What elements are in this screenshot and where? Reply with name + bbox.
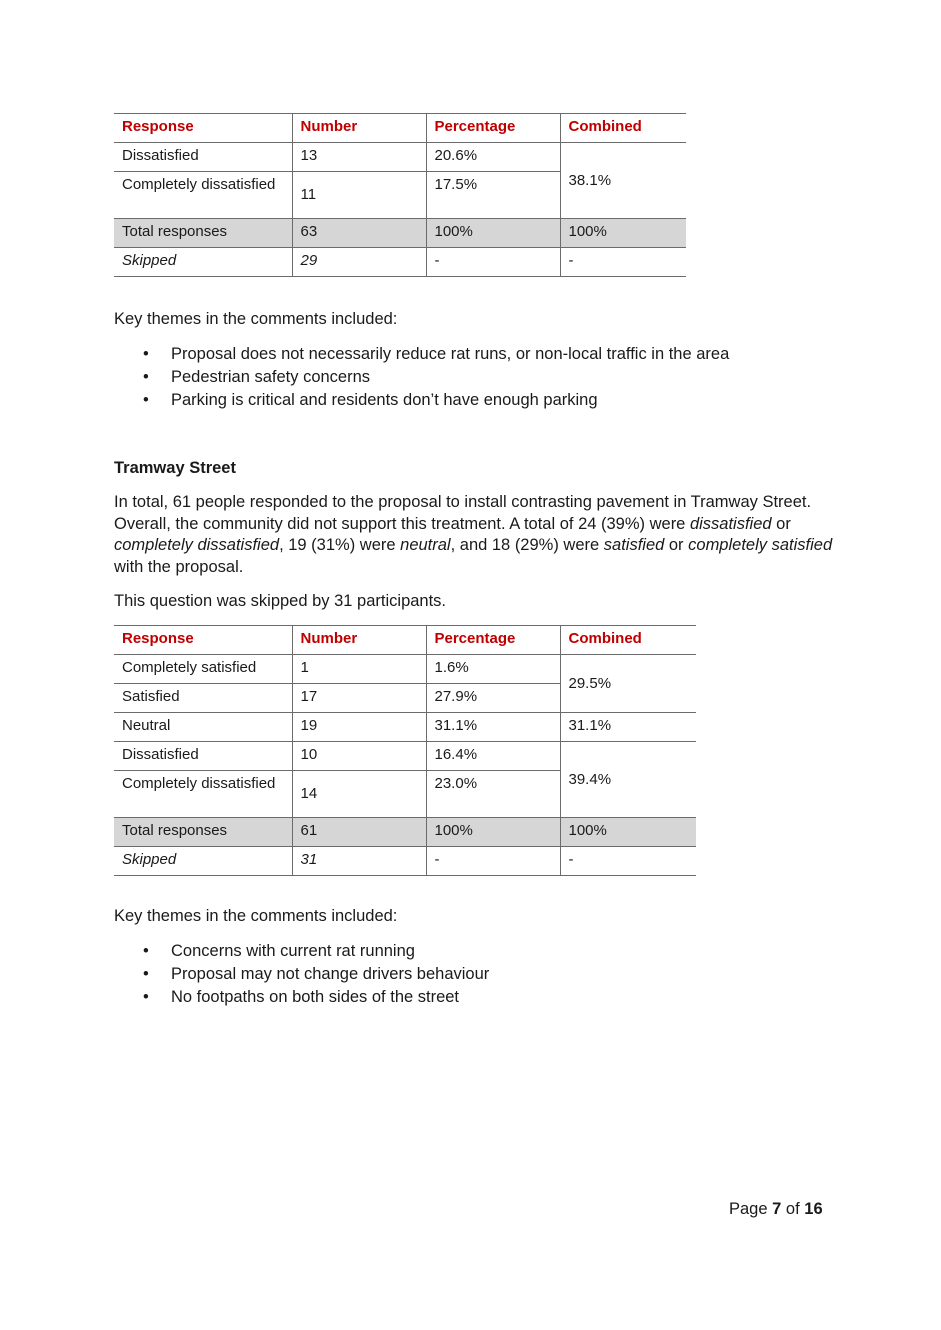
header-number: Number bbox=[292, 626, 426, 655]
combined-cell: 100% bbox=[560, 818, 696, 847]
skipped-row bbox=[114, 847, 696, 876]
skipped-note: This question was skipped by 31 participants. bbox=[114, 592, 447, 610]
list-item: • Proposal does not necessarily reduce rat runs, or non-local traffic in the area bbox=[114, 343, 834, 366]
response-cell: Completely satisfied bbox=[114, 655, 292, 684]
list-item: • Concerns with current rat running bbox=[114, 940, 834, 963]
number-cell: 61 bbox=[292, 818, 426, 847]
themes-list bbox=[114, 343, 834, 412]
combined-cell: - bbox=[560, 847, 696, 876]
page-number: Page 7 of 16 bbox=[729, 1200, 823, 1218]
percentage-cell: - bbox=[426, 847, 560, 876]
response-cell: Total responses bbox=[114, 818, 292, 847]
header-combined: Combined bbox=[560, 626, 696, 655]
combined-cell: 29.5% bbox=[560, 655, 696, 713]
skipped-row bbox=[114, 248, 686, 277]
list-item: • Proposal may not change drivers behaviour bbox=[114, 963, 834, 986]
themes-list bbox=[114, 940, 834, 1009]
percentage-cell: - bbox=[426, 248, 560, 277]
table-row bbox=[114, 655, 696, 684]
combined-cell: - bbox=[560, 248, 686, 277]
number-cell: 19 bbox=[292, 713, 426, 742]
results-table-1 bbox=[114, 113, 686, 277]
response-cell: Skipped bbox=[114, 248, 292, 277]
combined-cell: 38.1% bbox=[560, 143, 686, 219]
number-cell: 31 bbox=[292, 847, 426, 876]
number-cell: 1 bbox=[292, 655, 426, 684]
header-response: Response bbox=[114, 114, 292, 143]
total-row bbox=[114, 219, 686, 248]
response-cell: Completely dissatisfied bbox=[114, 172, 292, 219]
percentage-cell: 17.5% bbox=[426, 172, 560, 219]
response-cell: Neutral bbox=[114, 713, 292, 742]
table-header-row bbox=[114, 626, 696, 655]
percentage-cell: 23.0% bbox=[426, 771, 560, 818]
percentage-cell: 16.4% bbox=[426, 742, 560, 771]
response-cell: Dissatisfied bbox=[114, 143, 292, 172]
number-cell: 13 bbox=[292, 143, 426, 172]
table-header-row bbox=[114, 114, 686, 143]
table-row bbox=[114, 143, 686, 172]
combined-cell: 39.4% bbox=[560, 742, 696, 818]
number-cell: 63 bbox=[292, 219, 426, 248]
table-row bbox=[114, 713, 696, 742]
percentage-cell: 20.6% bbox=[426, 143, 560, 172]
header-response: Response bbox=[114, 626, 292, 655]
number-cell: 17 bbox=[292, 684, 426, 713]
number-cell: 14 bbox=[292, 771, 426, 818]
header-percentage: Percentage bbox=[426, 114, 560, 143]
total-row bbox=[114, 818, 696, 847]
percentage-cell: 100% bbox=[426, 219, 560, 248]
body-paragraph: In total, 61 people responded to the proposal to install contrasting pavement in Tramway Street. Overall, the community did not support this treatment. A total of 24 (39%) were dissatisfied or completely dissatisfied, 19 (31%) were neutral, and 18 (29%) were satisfied or completely satisfied with the proposal. bbox=[114, 493, 833, 576]
section-heading: Tramway Street bbox=[114, 459, 236, 477]
table-row bbox=[114, 742, 696, 771]
percentage-cell: 31.1% bbox=[426, 713, 560, 742]
header-percentage: Percentage bbox=[426, 626, 560, 655]
number-cell: 29 bbox=[292, 248, 426, 277]
percentage-cell: 1.6% bbox=[426, 655, 560, 684]
number-cell: 11 bbox=[292, 172, 426, 219]
themes-intro: Key themes in the comments included: bbox=[114, 907, 398, 925]
response-cell: Dissatisfied bbox=[114, 742, 292, 771]
list-item: • No footpaths on both sides of the street bbox=[114, 986, 834, 1009]
percentage-cell: 100% bbox=[426, 818, 560, 847]
themes-intro: Key themes in the comments included: bbox=[114, 310, 398, 328]
response-cell: Completely dissatisfied bbox=[114, 771, 292, 818]
combined-cell: 31.1% bbox=[560, 713, 696, 742]
list-item: • Parking is critical and residents don’t have enough parking bbox=[114, 389, 834, 412]
response-cell: Satisfied bbox=[114, 684, 292, 713]
percentage-cell: 27.9% bbox=[426, 684, 560, 713]
header-number: Number bbox=[292, 114, 426, 143]
results-table-2 bbox=[114, 625, 696, 876]
combined-cell: 100% bbox=[560, 219, 686, 248]
list-item: • Pedestrian safety concerns bbox=[114, 366, 834, 389]
number-cell: 10 bbox=[292, 742, 426, 771]
response-cell: Total responses bbox=[114, 219, 292, 248]
header-combined: Combined bbox=[560, 114, 686, 143]
response-cell: Skipped bbox=[114, 847, 292, 876]
